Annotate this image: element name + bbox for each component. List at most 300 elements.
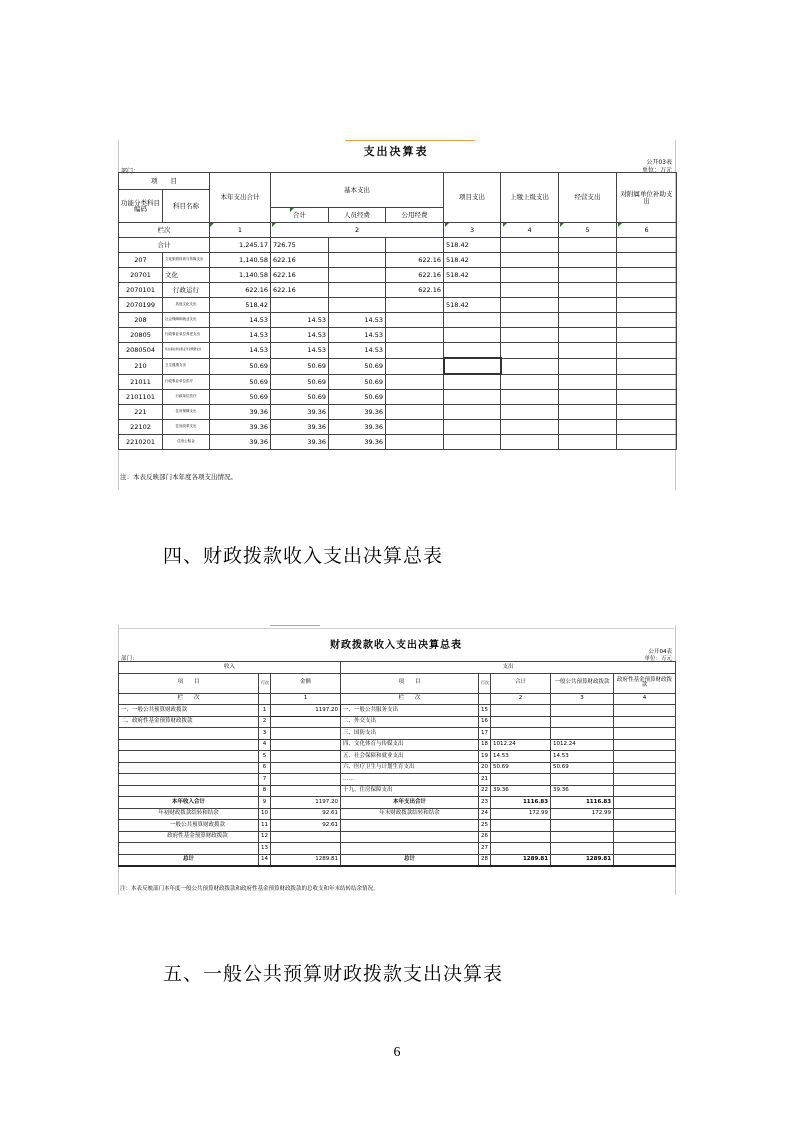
income-item: 一、一般公共预算财政拨款 — [119, 705, 259, 717]
income-line-no: 12 — [259, 831, 271, 843]
cell-personnel: 50.69 — [329, 374, 386, 390]
expense-item — [341, 843, 479, 855]
expense-total-general: 1116.83 — [551, 797, 614, 809]
cell-name: 机关事业单位职业年金缴费支出 — [163, 343, 210, 359]
grand-total-general: 1289.81 — [551, 854, 614, 866]
cell-business — [559, 420, 617, 435]
table-row — [119, 808, 676, 820]
sheet-top-accent — [270, 625, 320, 626]
cell-public — [386, 358, 444, 374]
cell-basic: 50.69 — [271, 358, 329, 374]
cell-project: 518.42 — [444, 298, 501, 313]
section-heading-4: 四、财政拨款收入支出决算总表 — [163, 545, 444, 567]
header-subsidy: 对附属单位补助支出 — [617, 173, 677, 223]
table-row — [119, 705, 676, 717]
col-no-5: 5 — [559, 223, 617, 238]
expense-item: …… — [341, 774, 479, 786]
cell-code: 2070199 — [119, 298, 163, 313]
cell-marker — [210, 223, 214, 227]
income-line-no: 14 — [259, 854, 271, 866]
cell-name: 卫生健康支出 — [163, 358, 210, 374]
cell-public: 622.16 — [386, 268, 444, 283]
cell-personnel: 14.53 — [329, 313, 386, 328]
cell-personnel: 14.53 — [329, 328, 386, 343]
income-item — [119, 774, 259, 786]
cell-marker — [618, 223, 622, 227]
cell-business — [559, 328, 617, 343]
cell-basic: 726.75 — [271, 238, 329, 253]
table-row — [119, 390, 677, 405]
income-amount[interactable]: 1197.20 — [271, 705, 341, 717]
expense-general: 39.36 — [551, 785, 614, 797]
amount-header: 金额 — [271, 673, 341, 693]
income-item-header: 项 目 — [119, 673, 259, 693]
end-balance-total: 172.99 — [491, 808, 551, 820]
expense-line-no: 25 — [479, 820, 491, 832]
cell-name: 行政事业单位医疗 — [163, 374, 210, 390]
cell-project-selected[interactable] — [444, 358, 501, 374]
income-line-no: 13 — [259, 843, 271, 855]
cell-marker — [445, 223, 449, 227]
expense-header: 支出 — [341, 662, 676, 674]
cell-basic: 39.36 — [271, 405, 329, 420]
cell-upper — [501, 358, 559, 374]
cell-upper — [501, 405, 559, 420]
cell-personnel: 39.36 — [329, 420, 386, 435]
cell-name: 行政单位医疗 — [163, 390, 210, 405]
fund-budget-header: 政府性基金预算财政拨款 — [614, 673, 676, 693]
expense-fund — [614, 751, 676, 763]
cell-business — [559, 435, 617, 450]
cell-total: 39.36 — [210, 405, 271, 420]
cell-name: 社会保障和就业支出 — [163, 313, 210, 328]
header-basic-total: 合计 — [271, 208, 329, 223]
cell-code: 2080504 — [119, 343, 163, 359]
income-total-label: 本年收入合计 — [119, 797, 259, 809]
cell-public — [386, 313, 444, 328]
expense-line-no: 22 — [479, 785, 491, 797]
expense-fund — [614, 705, 676, 717]
sub-general-label: 一般公共预算财政拨款 — [119, 820, 259, 832]
expense-general: 14.53 — [551, 751, 614, 763]
cell-business — [559, 405, 617, 420]
income-amount — [271, 739, 341, 751]
cell-code: 22102 — [119, 420, 163, 435]
expense-line-no: 20 — [479, 762, 491, 774]
sub-general-amount: 92.61 — [271, 820, 341, 832]
expense-total — [491, 728, 551, 740]
cell-name: 行政事业单位养老支出 — [163, 328, 210, 343]
table-row — [119, 728, 676, 740]
table-row — [119, 785, 676, 797]
income-line-no: 3 — [259, 728, 271, 740]
table-row — [119, 298, 677, 313]
sheet-gridline — [118, 628, 674, 629]
cell-code: 2070101 — [119, 283, 163, 298]
cell-subsidy — [617, 268, 677, 283]
cell-project — [444, 420, 501, 435]
income-line-no: 10 — [259, 808, 271, 820]
expense-item: 三、国防支出 — [341, 728, 479, 740]
expense-general — [551, 728, 614, 740]
cell-total: 518.42 — [210, 298, 271, 313]
col-no-3: 3 — [551, 693, 614, 705]
expense-line-no: 19 — [479, 751, 491, 763]
expense-total-label: 本年支出合计 — [341, 797, 479, 809]
cell-code: 2101101 — [119, 390, 163, 405]
expense-fund — [614, 774, 676, 786]
cell-marker — [290, 208, 294, 212]
expense-item: 十九、住房保障支出 — [341, 785, 479, 797]
expense-item — [341, 820, 479, 832]
cell-basic: 50.69 — [271, 390, 329, 405]
cell-public — [386, 328, 444, 343]
cell-upper — [501, 328, 559, 343]
expense-item: 五、社会保障和就业支出 — [341, 751, 479, 763]
expense-line-no-header: 行次 — [479, 673, 491, 693]
expense-item: 一、一般公共服务支出 — [341, 705, 479, 717]
table-row — [119, 762, 676, 774]
expense-general: 50.69 — [551, 762, 614, 774]
cell-personnel: 50.69 — [329, 358, 386, 374]
col-no-1: 1 — [271, 693, 341, 705]
cell-total: 14.53 — [210, 313, 271, 328]
income-amount — [271, 751, 341, 763]
header-item: 项 目 — [119, 173, 210, 190]
expense-line-no: 24 — [479, 808, 491, 820]
cell-upper — [501, 298, 559, 313]
cell-public — [386, 420, 444, 435]
cell-upper — [501, 283, 559, 298]
cell-basic: 39.36 — [271, 435, 329, 450]
expense-item: 六、医疗卫生与计划生育支出 — [341, 762, 479, 774]
cell-public — [386, 238, 444, 253]
header-upper: 上缴上级支出 — [501, 173, 559, 223]
cell-business — [559, 358, 617, 374]
cell-total: 50.69 — [210, 374, 271, 390]
col-no-label: 栏 次 — [341, 693, 479, 705]
table-row — [119, 751, 676, 763]
table2-note: 注：本表反映部门本年度一般公共预算财政拨款和政府性基金预算财政拨款的总收支和年末结转结余情况。 — [120, 886, 379, 892]
cell-code: 20701 — [119, 268, 163, 283]
cell-public — [386, 405, 444, 420]
cell-basic: 622.16 — [271, 283, 329, 298]
table-row — [119, 313, 677, 328]
grand-total-label: 总计 — [119, 854, 259, 866]
expense-total: 1012.24 — [491, 739, 551, 751]
income-total-amount: 1197.20 — [271, 797, 341, 809]
begin-balance-label: 年初财政拨款结转和结余 — [119, 808, 259, 820]
expense-total — [491, 774, 551, 786]
grand-total-expense: 1289.81 — [491, 854, 551, 866]
section-heading-5: 五、一般公共预算财政拨款支出决算表 — [163, 963, 504, 985]
table1-note: 注：本表反映部门本年度各项支出情况。 — [120, 473, 237, 481]
cell-business — [559, 253, 617, 268]
cell-name: 文化旅游体育与传媒支出 — [163, 253, 210, 268]
table2-title: 财政拨款收入支出决算总表 — [330, 640, 462, 651]
expense-line-no: 17 — [479, 728, 491, 740]
expense-line-no: 27 — [479, 843, 491, 855]
header-func-code: 功能分类科目编码 — [119, 190, 163, 223]
expense-item: 二、外交支出 — [341, 716, 479, 728]
cell-project: 518.42 — [444, 238, 501, 253]
cell-business — [559, 343, 617, 359]
income-amount — [271, 716, 341, 728]
cell-marker — [560, 223, 564, 227]
income-item — [119, 751, 259, 763]
cell-code: 20805 — [119, 328, 163, 343]
cell-project — [444, 328, 501, 343]
total-row-label: 合计 — [119, 238, 210, 253]
table2-code: 公开04表 — [648, 649, 672, 655]
expense-fund — [614, 762, 676, 774]
income-item — [119, 728, 259, 740]
cell-marker — [272, 223, 276, 227]
cell-code: 210 — [119, 358, 163, 374]
header-basic: 基本支出 — [271, 173, 444, 208]
cell-personnel — [329, 283, 386, 298]
cell-basic: 14.53 — [271, 328, 329, 343]
header-personnel: 人员经费 — [329, 208, 386, 223]
cell-code: 221 — [119, 405, 163, 420]
income-item: 二、政府性基金预算财政拨款 — [119, 716, 259, 728]
income-header: 收入 — [119, 662, 341, 674]
sub-fund-amount — [271, 831, 341, 843]
cell-basic: 39.36 — [271, 420, 329, 435]
expense-general — [551, 774, 614, 786]
table-row — [119, 420, 677, 435]
cell-basic: 14.53 — [271, 343, 329, 359]
cell-code: 208 — [119, 313, 163, 328]
table-row — [119, 716, 676, 728]
col-no-label: 栏 次 — [119, 693, 259, 705]
cell-subsidy — [617, 238, 677, 253]
col-no-2: 2 — [491, 693, 551, 705]
cell-upper — [501, 420, 559, 435]
table-row — [119, 820, 676, 832]
table1-unit: 单位：万元 — [641, 167, 672, 174]
income-amount — [271, 785, 341, 797]
general-budget-header: 一般公共预算财政拨款 — [551, 673, 614, 693]
table2-unit: 单位：万元 — [644, 656, 672, 662]
expense-fund — [614, 728, 676, 740]
cell-personnel — [329, 253, 386, 268]
cell-public: 622.16 — [386, 253, 444, 268]
income-line-no: 7 — [259, 774, 271, 786]
cell-total: 1,245.17 — [210, 238, 271, 253]
expense-line-no: 16 — [479, 716, 491, 728]
expense-item — [341, 831, 479, 843]
expense-fund — [614, 785, 676, 797]
end-balance-general: 172.99 — [551, 808, 614, 820]
table-row — [119, 238, 677, 253]
begin-balance-amount: 92.61 — [271, 808, 341, 820]
cell-public — [386, 435, 444, 450]
header-subject-name: 科目名称 — [163, 190, 210, 223]
income-amount — [271, 728, 341, 740]
cell-project: 518.42 — [444, 253, 501, 268]
expense-general — [551, 716, 614, 728]
income-line-no: 4 — [259, 739, 271, 751]
col-no-label: 栏次 — [119, 223, 210, 238]
cell-personnel: 50.69 — [329, 390, 386, 405]
income-line-no: 8 — [259, 785, 271, 797]
cell-total: 1,140.58 — [210, 253, 271, 268]
end-balance-fund — [614, 808, 676, 820]
cell-total: 39.36 — [210, 420, 271, 435]
cell-personnel — [329, 238, 386, 253]
expense-total-header: 合计 — [491, 673, 551, 693]
cell-name: 其他文化支出 — [163, 298, 210, 313]
col-no-4: 4 — [614, 693, 676, 705]
income-item — [119, 739, 259, 751]
cell-total: 39.36 — [210, 435, 271, 450]
cell-name: 住房公积金 — [163, 435, 210, 450]
page-number: 6 — [393, 1045, 401, 1060]
cell-total: 14.53 — [210, 328, 271, 343]
sub-fund-label: 政府性基金预算财政拨款 — [119, 831, 259, 843]
income-line-no-header: 行次 — [259, 673, 271, 693]
expense-total-fund — [614, 797, 676, 809]
income-line-no: 11 — [259, 820, 271, 832]
header-total: 本年支出合计 — [210, 173, 271, 223]
income-amount — [271, 762, 341, 774]
table-row — [119, 283, 677, 298]
table-row — [119, 843, 676, 855]
cell-subsidy — [617, 313, 677, 328]
cell-basic: 622.16 — [271, 253, 329, 268]
cell-personnel — [329, 268, 386, 283]
col-no-6: 6 — [617, 223, 677, 238]
expense-line-no: 28 — [479, 854, 491, 866]
cell-code: 21011 — [119, 374, 163, 390]
cell-upper — [501, 374, 559, 390]
expense-item-header: 项 目 — [341, 673, 479, 693]
cell-name: 住房改革支出 — [163, 420, 210, 435]
cell-subsidy — [617, 435, 677, 450]
cell-public: 622.16 — [386, 283, 444, 298]
table-row — [119, 374, 677, 390]
expense-total-amount: 1116.83 — [491, 797, 551, 809]
cell-name: 行政运行 — [163, 283, 210, 298]
cell-subsidy — [617, 374, 677, 390]
col-no-1: 1 — [210, 223, 271, 238]
table1-title: 支出决算表 — [363, 145, 429, 158]
cell-project — [444, 390, 501, 405]
cell-public — [386, 298, 444, 313]
col-no-3: 3 — [444, 223, 501, 238]
cell-subsidy — [617, 420, 677, 435]
header-business: 经营支出 — [559, 173, 617, 223]
expense-total: 14.53 — [491, 751, 551, 763]
cell-business — [559, 374, 617, 390]
expense-line-no: 23 — [479, 797, 491, 809]
expense-item: 四、文化体育与传媒支出 — [341, 739, 479, 751]
expense-line-no: 15 — [479, 705, 491, 717]
income-item — [119, 843, 259, 855]
income-line-no: 1 — [259, 705, 271, 717]
table-row — [119, 831, 676, 843]
cell-subsidy — [617, 390, 677, 405]
header-public: 公用经费 — [386, 208, 444, 223]
cell-business — [559, 313, 617, 328]
cell-personnel: 14.53 — [329, 343, 386, 359]
expense-general: 1012.24 — [551, 739, 614, 751]
income-line-no: 6 — [259, 762, 271, 774]
cell-basic: 50.69 — [271, 374, 329, 390]
end-balance-label: 年末财政拨款结转和结余 — [341, 808, 479, 820]
income-amount — [271, 774, 341, 786]
cell-project — [444, 313, 501, 328]
cell-upper — [501, 268, 559, 283]
income-line-no: 9 — [259, 797, 271, 809]
cell-public — [386, 343, 444, 359]
cell-upper — [501, 238, 559, 253]
expense-line-no: 18 — [479, 739, 491, 751]
cell-project — [444, 343, 501, 359]
table-row — [119, 854, 676, 866]
cell-marker — [503, 223, 507, 227]
cell-name: 文化 — [163, 268, 210, 283]
cell-upper — [501, 253, 559, 268]
cell-subsidy — [617, 253, 677, 268]
income-line-no: 5 — [259, 751, 271, 763]
expense-total — [491, 705, 551, 717]
header-project: 项目支出 — [444, 173, 501, 223]
cell-code: 207 — [119, 253, 163, 268]
grand-total-label-expense: 总计 — [341, 854, 479, 866]
table-row — [119, 405, 677, 420]
expense-line-no: 21 — [479, 774, 491, 786]
cell-basic: 14.53 — [271, 313, 329, 328]
cell-subsidy — [617, 358, 677, 374]
cell-project — [444, 283, 501, 298]
cell-subsidy — [617, 405, 677, 420]
expense-total: 39.36 — [491, 785, 551, 797]
cell-subsidy — [617, 328, 677, 343]
table-row — [119, 797, 676, 809]
cell-business — [559, 390, 617, 405]
cell-business — [559, 238, 617, 253]
cell-business — [559, 298, 617, 313]
cell-subsidy — [617, 283, 677, 298]
table-row — [119, 358, 677, 374]
table-row — [119, 739, 676, 751]
cell-name: 住房保障支出 — [163, 405, 210, 420]
cell-business — [559, 268, 617, 283]
grand-total-fund — [614, 854, 676, 866]
cell-total: 14.53 — [210, 343, 271, 359]
table-row — [119, 343, 677, 359]
expense-total — [491, 716, 551, 728]
cell-upper — [501, 390, 559, 405]
cell-subsidy — [617, 298, 677, 313]
cell-total: 50.69 — [210, 358, 271, 374]
expense-total: 50.69 — [491, 762, 551, 774]
expense-fund — [614, 716, 676, 728]
cell-personnel: 39.36 — [329, 405, 386, 420]
cell-basic: 622.16 — [271, 268, 329, 283]
cell-upper — [501, 343, 559, 359]
sheet-top-accent — [345, 140, 475, 141]
table1-dept: 部门： — [121, 168, 140, 175]
cell-basic — [271, 298, 329, 313]
cell-total: 622.16 — [210, 283, 271, 298]
table1-code: 公开03表 — [646, 159, 672, 166]
income-item — [119, 785, 259, 797]
cell-business — [559, 283, 617, 298]
col-no-2: 2 — [271, 223, 444, 238]
